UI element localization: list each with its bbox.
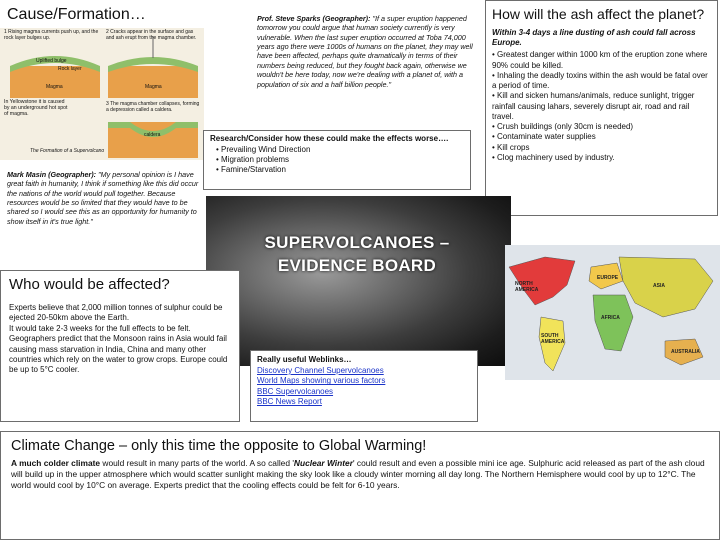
link-discovery-channel[interactable]: Discovery Channel Supervolcanoes — [257, 366, 384, 375]
label-magma-2: Magma — [145, 84, 162, 90]
title-line-2: EVIDENCE BOARD — [277, 255, 437, 275]
formation-diagram — [0, 28, 204, 160]
affected-para-1: Experts believe that 2,000 million tonnes of sulphur could be ejected 20-50km above the Earth. — [9, 303, 223, 323]
title-line-1: SUPERVOLCANOES – — [264, 233, 450, 252]
research-item: • Prevailing Wind Direction — [216, 145, 311, 154]
ash-item: • Clog machinery used by industry. — [492, 152, 615, 162]
masin-quote — [7, 170, 201, 226]
ash-effects-panel — [485, 0, 718, 216]
affected-para-3: Geographers predict that the Monsoon rains in Asia would fail causing mass starvation in India, China and many other countries which rely on the water to grow crops. Europe could be up to 5°C cooler. — [9, 334, 228, 375]
affected-title: Who would be affected? — [9, 276, 170, 293]
masin-name: Mark Masin (Geographer): — [7, 170, 97, 179]
credit-text: The Formation of a Supervolcano — [30, 148, 105, 154]
world-map-svg — [505, 245, 720, 380]
research-item: • Famine/Starvation — [216, 165, 286, 175]
ash-item: • Inhaling the deadly toxins within the ash would be fatal over a period of time. — [492, 70, 708, 91]
label-caldera: caldera — [144, 132, 161, 138]
research-title: Research/Consider how these could make the effects worse…. — [210, 134, 449, 143]
climate-nuclear-winter: Nuclear Winter — [293, 458, 353, 468]
link-bbc-news[interactable]: BBC News Report — [257, 397, 322, 407]
ash-item: • Kill and sicken humans/animals, reduce sunlight, trigger rainfall causing lahars, severely disrupt air, road and rail travel. — [492, 91, 695, 121]
climate-bold-lead: A much colder climate — [11, 458, 101, 468]
world-map — [505, 245, 720, 380]
eruption-photo — [206, 196, 511, 366]
research-panel — [203, 130, 471, 190]
climate-text-1: would result in many parts of the world. A so called ' — [100, 458, 294, 468]
affected-panel — [0, 270, 240, 422]
ash-list — [492, 50, 711, 163]
label-africa: AFRICA — [601, 315, 620, 321]
climate-text-2: ' could result and even a possible mini ice age. Sulphuric acid released as part of the ash cloud will build up in the upper atmosphere which would scatter sunlight making the sky look like a cloudy winter morning all day long. The Northern Hemisphere would cool by up to 12°C. The world would cool by 10°C on average. Experts predict that the cooling effects could be felt for 6-10 years. — [11, 458, 705, 491]
label-rock: Rock layer — [58, 66, 82, 72]
label-north-america: NORTH AMERICA — [515, 281, 539, 293]
ash-intro: Within 3-4 days a line dusting of ash could fall across Europe. — [492, 28, 696, 48]
formation-diagram-svg — [0, 28, 204, 160]
climate-panel — [0, 431, 720, 540]
research-list — [210, 145, 464, 176]
link-world-maps[interactable]: World Maps showing various factors — [257, 376, 386, 386]
step-3-text: 3 The magma chamber collapses, forming a depression called a caldera. — [106, 101, 200, 113]
cause-formation-panel — [0, 0, 204, 270]
evidence-board-title — [232, 232, 482, 278]
label-asia: ASIA — [653, 283, 665, 289]
research-item: • Migration problems — [216, 155, 290, 165]
africa-shape — [593, 295, 633, 351]
label-magma-1: Magma — [46, 84, 63, 90]
weblinks-title: Really useful Weblinks… — [257, 355, 352, 364]
ash-title: How will the ash affect the planet? — [492, 6, 705, 22]
label-europe: EUROPE — [597, 275, 619, 281]
link-bbc-supervolcanoes[interactable]: BBC Supervolcanoes — [257, 386, 334, 396]
magma-area-2 — [108, 66, 198, 98]
climate-text — [11, 458, 709, 491]
asia-shape — [619, 257, 713, 317]
ash-item: • Greatest danger within 1000 km of the eruption zone where 90% could be killed. — [492, 50, 708, 70]
affected-para-2: It would take 2-3 weeks for the full effects to be felt. — [9, 323, 191, 333]
ash-item: • Crush buildings (only 30cm is needed) — [492, 122, 634, 132]
label-south-america: SOUTH AMERICA — [541, 333, 565, 345]
magma-area-1 — [10, 66, 100, 98]
step-2-text: 2 Cracks appear in the surface and gas and ash erupt from the magma chamber. — [106, 29, 197, 41]
sparks-quote — [257, 14, 477, 89]
left-note: In Yellowstone it is caused by an underground hot spot of magma. — [4, 99, 68, 117]
climate-title: Climate Change – only this time the opposite to Global Warming! — [11, 438, 427, 454]
label-australia: AUSTRALIA — [671, 349, 700, 355]
cause-formation-title: Cause/Formation… — [7, 6, 146, 23]
masin-quote-text: "My personal opinion is I have great faith in humanity, I think if something like this did occur the nations of the world would pull together. Because resources would be so limited that they would have to be shared so I would see this as an opportunity for humanity to show itself in it's true light." — [7, 170, 199, 226]
sparks-name: Prof. Steve Sparks (Geographer): — [257, 14, 371, 23]
step-1-text: 1 Rising magma currents push up, and the rock layer bulges up. — [4, 29, 99, 41]
label-bulge: Uplifted bulge — [36, 58, 67, 64]
ash-item: • Kill crops — [492, 142, 530, 152]
weblinks-panel — [250, 350, 478, 422]
sparks-quote-text: "If a super eruption happened tomorrow you could argue that human society currently is very vulnerable. When the last super eruption occurred at Toba 74,000 years ago there were 1000s of humans on the planet, they may well have been affected, perhaps quite dramatically in terms of their numbers being reduced, but they fought back again, otherwise we wouldn't be here today, now we're dealing with a planet of, with a population of six and a half billion people." — [257, 14, 473, 89]
ash-item: • Contaminate water supplies — [492, 132, 596, 142]
